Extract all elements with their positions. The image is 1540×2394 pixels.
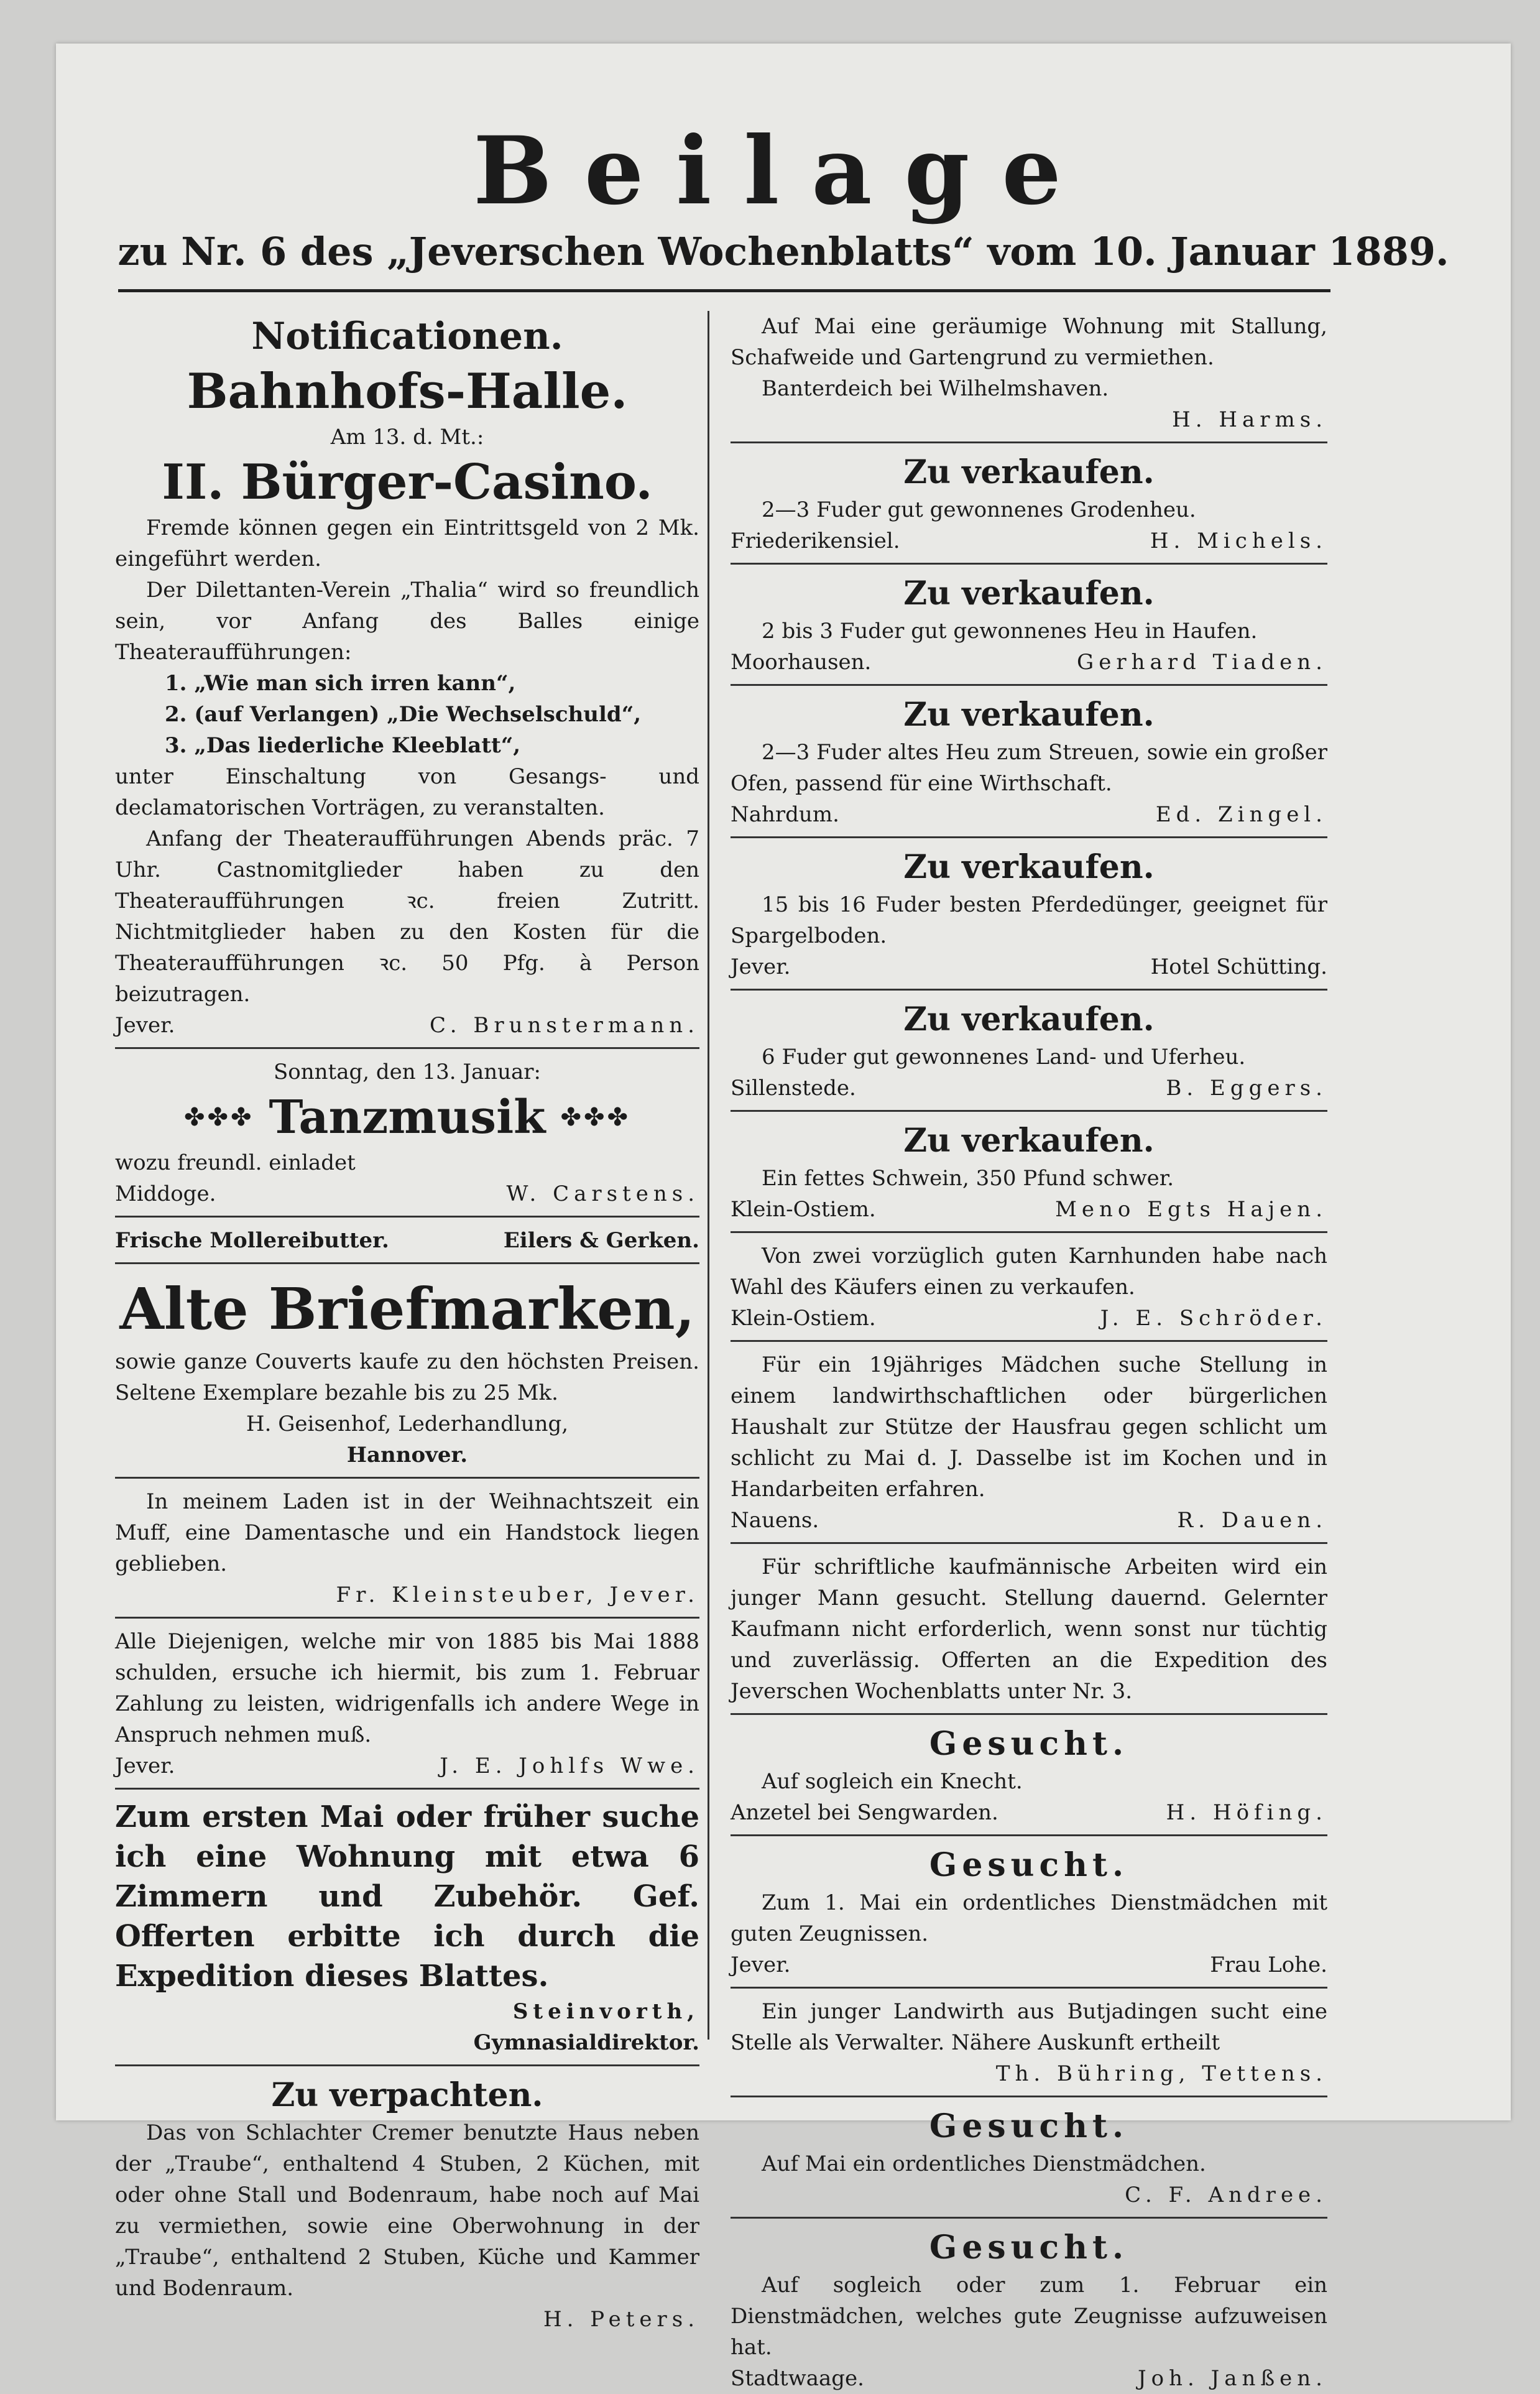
rule [115, 1216, 699, 1218]
rule [115, 1477, 699, 1479]
ad-date: Am 13. d. Mt.: [330, 425, 484, 450]
rule [731, 1542, 1327, 1544]
ad-signer: Gerhard Tiaden. [1077, 650, 1327, 675]
play-item: 2. (auf Verlangen) „Die Wechselschuld“, [165, 702, 642, 727]
ad-headline: Gesucht. [929, 2229, 1129, 2267]
ad-signature [731, 525, 1327, 557]
ad-signer: Fr. Kleinsteuber, Jever. [336, 1583, 699, 1607]
ad-signer: H. Harms. [1172, 407, 1327, 432]
rule [731, 2096, 1327, 2097]
ad-signer: Steinvorth, [512, 1999, 699, 2024]
ad-signer: H. Michels. [1150, 529, 1327, 553]
ad-text: Für schriftliche kaufmännische Arbeiten wird ein junger Mann gesucht. Stellung dauernd. Gelernter Kaufmann nicht erforderlich, wenn sonst nur tüchtig und zuverlässig. Offerten an die Expedition des Jeverschen Wochenblatts unter Nr. 3. [731, 1555, 1327, 1704]
ad-place: Jever. [731, 954, 791, 979]
rule [731, 1834, 1327, 1836]
masthead [56, 118, 1511, 280]
ad-text: Von zwei vorzüglich guten Karnhunden habe nach Wahl des Käufers einen zu verkaufen. [731, 1244, 1327, 1300]
ad-place: Middoge. [115, 1181, 216, 1206]
ad-signature [731, 1505, 1327, 1536]
ad-place: Nahrdum. [731, 802, 839, 827]
ad-headline: Tanzmusik [269, 1091, 546, 1144]
ad-headline: Zu verkaufen. [903, 453, 1155, 491]
rule [731, 1713, 1327, 1715]
ad-text: sowie ganze Couverts kaufe zu den höchsten Preisen. Seltene Exemplare bezahle bis zu 25 Mk. [115, 1349, 699, 1405]
ad-place: Banterdeich bei Wilhelmshaven. [762, 376, 1109, 401]
ad-place: Jever. [731, 1953, 791, 1977]
ad-date: Sonntag, den 13. Januar: [273, 1060, 541, 1084]
ad-signature [731, 951, 1327, 982]
ad-signature [731, 1194, 1327, 1225]
ad-place: Hannover. [346, 1443, 468, 1467]
ad-headline: Gesucht. [929, 2107, 1129, 2145]
rule [115, 1047, 699, 1049]
ad-text: Zum 1. Mai ein ordentliches Dienstmädchen mit guten Zeugnissen. [731, 1890, 1327, 1946]
column-divider [708, 311, 709, 2040]
ad-text: Alle Diejenigen, welche mir von 1885 bis Mai 1888 schulden, ersuche ich hiermit, bis zum 1. Februar Zahlung zu leisten, widrigenfalls ich andere Wege in Anspruch nehmen muß. [115, 1629, 699, 1747]
rule [115, 2064, 699, 2066]
play-item: 1. „Wie man sich irren kann“, [165, 671, 516, 696]
ad-text: Auf Mai eine geräumige Wohnung mit Stallung, Schafweide und Gartengrund zu vermiethen. [731, 314, 1327, 370]
ad-signature [731, 1073, 1327, 1104]
ad-signature [731, 2363, 1327, 2394]
masthead-rule [118, 289, 1330, 292]
ad-text: Der Dilettanten-Verein „Thalia“ wird so freundlich sein, vor Anfang des Balles einige Theateraufführungen: [115, 578, 699, 665]
ad-place: Nauens. [731, 1508, 819, 1533]
ad-signer-title: Gymnasialdirektor. [473, 2030, 699, 2055]
ad-signer: B. Eggers. [1166, 1076, 1327, 1101]
rule [731, 441, 1327, 443]
ad-place: Sillenstede. [731, 1076, 856, 1101]
ad-signer: H. Peters. [543, 2307, 699, 2332]
ad-signer: Th. Bühring, Tettens. [995, 2061, 1327, 2086]
ad-text: 2 bis 3 Fuder gut gewonnenes Heu in Haufen. [762, 619, 1258, 644]
ad-signature [731, 1797, 1327, 1828]
ad-signer: Ed. Zingel. [1155, 802, 1327, 827]
ad-text: 15 bis 16 Fuder besten Pferdedünger, geeignet für Spargelboden. [731, 892, 1327, 948]
ad-place: Anzetel bei Sengwarden. [731, 1800, 998, 1825]
ad-text: 2—3 Fuder altes Heu zum Streuen, sowie ein großer Ofen, passend für eine Wirthschaft. [731, 740, 1327, 796]
ad-text: 2—3 Fuder gut gewonnenes Grodenheu. [762, 497, 1196, 522]
newspaper-page [56, 44, 1511, 2391]
ad-headline: Zu verkaufen. [903, 575, 1155, 612]
ad-place: Moorhausen. [731, 650, 872, 675]
ad-text: 6 Fuder gut gewonnenes Land- und Uferheu. [762, 1045, 1246, 1070]
ad-headline: Zu verkaufen. [903, 1122, 1155, 1160]
rule [731, 1110, 1327, 1112]
rule [115, 1617, 699, 1619]
rule [115, 1788, 699, 1790]
ad-signature [115, 1750, 699, 1782]
ornament-icon: ✤✤✤ [184, 1103, 254, 1132]
rule [731, 1231, 1327, 1233]
ad-wohnung-gesucht: Zum ersten Mai oder früher suche ich eine Wohnung mit etwa 6 Zimmern und Zubehör. Gef. Offerten erbitte ich durch die Expedition dieses Blattes. [115, 1800, 699, 1994]
ad-place: Jever. [115, 1754, 175, 1778]
ad-signer: C. Brunstermann. [429, 1013, 699, 1038]
ad-signature [731, 647, 1327, 678]
ad-text: Das von Schlachter Cremer benutzte Haus neben der „Traube“, enthaltend 4 Stuben, 2 Küchen, mit oder ohne Stall und Bodenraum, habe noch auf Mai zu vermiethen, sowie eine Oberwohnung in der „Traube“, enthaltend 2 Stuben, Küche und Kammer und Bodenraum. [115, 2120, 699, 2301]
rule [731, 2217, 1327, 2219]
ad-text: Für ein 19jähriges Mädchen suche Stellung in einem landwirthschaftlichen oder bürgerlichen Haushalt zur Stütze der Hausfrau gegen schlicht um schlicht zu Mai d. J. Dasselbe ist im Kochen und in Handarbeiten erfahren. [731, 1352, 1327, 1502]
page-title: Beilage [473, 116, 1094, 226]
ad-signature [731, 1303, 1327, 1334]
ad-signer: W. Carstens. [506, 1181, 699, 1206]
rule [731, 836, 1327, 838]
ad-signer: Frau Lohe. [1210, 1953, 1327, 1977]
play-item: 3. „Das liederliche Kleeblatt“, [165, 733, 521, 758]
ad-text: Anfang der Theateraufführungen Abends präc. 7 Uhr. Castnomitglieder haben zu den Theateraufführungen ꝛc. freien Zutritt. Nichtmitglieder haben zu den Kosten für die Theateraufführungen ꝛc. 50 Pfg. à Person beizutragen. [115, 826, 699, 1007]
ad-signature [731, 1949, 1327, 1980]
ad-text: Auf sogleich oder zum 1. Februar ein Dienstmädchen, welches gute Zeugnisse aufzuweisen hat. [731, 2273, 1327, 2360]
ad-signer: C. F. Andree. [1125, 2183, 1327, 2207]
ad-signer: Eilers & Gerken. [503, 1228, 699, 1253]
ad-headline: Zu verkaufen. [903, 848, 1155, 886]
ad-place: Jever. [115, 1013, 175, 1038]
ad-butter [115, 1225, 699, 1256]
ad-place: Klein-Ostiem. [731, 1197, 876, 1222]
ad-headline: Gesucht. [929, 1725, 1129, 1763]
ad-signer: R. Dauen. [1177, 1508, 1327, 1533]
ad-tanzmusik [115, 1088, 699, 1147]
ad-text: Auf Mai ein ordentliches Dienstmädchen. [762, 2151, 1206, 2176]
ad-signature [115, 1178, 699, 1209]
ad-headline: Zu verkaufen. [903, 696, 1155, 734]
ad-bahnhofs-halle: Bahnhofs-Halle. [187, 363, 628, 420]
rule [731, 1340, 1327, 1342]
ad-place: Stadtwaage. [731, 2366, 864, 2391]
ad-signer: J. E. Schröder. [1100, 1306, 1327, 1331]
ad-signer: Hotel Schütting. [1150, 954, 1327, 979]
ad-headline: Gesucht. [929, 1846, 1129, 1884]
rule [731, 1987, 1327, 1989]
ad-text: unter Einschaltung von Gesangs- und declamatorischen Vorträgen, zu veranstalten. [115, 764, 699, 820]
ad-text: In meinem Laden ist in der Weihnachtszeit ein Muff, eine Damentasche und ein Handstock liegen geblieben. [115, 1489, 699, 1576]
ad-headline: Zu verkaufen. [903, 1001, 1155, 1038]
rule [731, 684, 1327, 686]
ad-headline: Frische Mollereibutter. [115, 1228, 389, 1253]
ad-buerger-casino: II. Bürger-Casino. [162, 454, 653, 511]
ad-signer: H. Höfing. [1166, 1800, 1327, 1825]
ad-signer: J. E. Johlfs Wwe. [440, 1754, 699, 1778]
ornament-icon: ✤✤✤ [560, 1103, 630, 1132]
page-subtitle: zu Nr. 6 des „Jeverschen Wochenblatts“ vom 10. Januar 1889. [118, 229, 1449, 274]
ad-signature [731, 799, 1327, 830]
ad-briefmarken: Alte Briefmarken, [119, 1275, 695, 1343]
ad-text: Ein fettes Schwein, 350 Pfund schwer. [762, 1166, 1174, 1191]
ad-text: Fremde können gegen ein Eintrittsgeld von 2 Mk. eingeführt werden. [115, 515, 699, 571]
ad-text: Ein junger Landwirth aus Butjadingen sucht eine Stelle als Verwalter. Nähere Auskunft ertheilt [731, 1999, 1327, 2055]
ad-text: Auf sogleich ein Knecht. [762, 1769, 1023, 1794]
right-column [731, 311, 1327, 2394]
section-notificationen: Notificationen. [251, 315, 563, 358]
ad-headline: Zu verpachten. [271, 2076, 543, 2114]
ad-signature [115, 1010, 699, 1041]
ad-signer: Joh. Janßen. [1138, 2366, 1327, 2391]
ad-signer: Meno Egts Hajen. [1055, 1197, 1327, 1222]
ad-signer: H. Geisenhof, Lederhandlung, [246, 1412, 569, 1436]
left-column [115, 311, 699, 2335]
rule [731, 563, 1327, 565]
rule [731, 989, 1327, 991]
rule [115, 1262, 699, 1264]
ad-place: Friederikensiel. [731, 529, 900, 553]
ad-place: Klein-Ostiem. [731, 1306, 876, 1331]
ad-text: wozu freundl. einladet [115, 1150, 356, 1175]
